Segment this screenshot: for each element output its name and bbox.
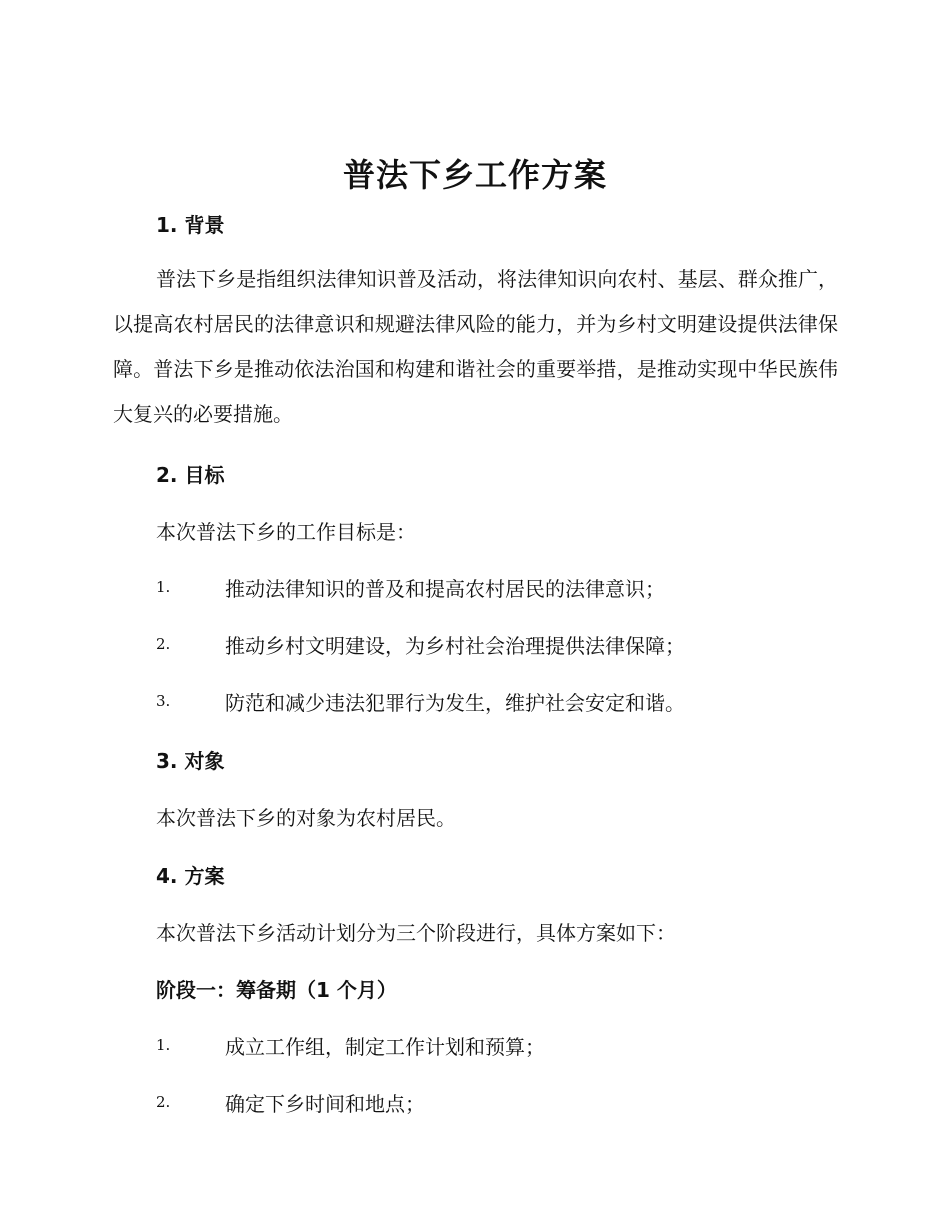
section-heading-plan: 4. 方案	[156, 864, 225, 888]
list-number: 2.	[156, 1093, 171, 1111]
list-number: 1.	[156, 578, 171, 596]
list-number: 2.	[156, 635, 171, 653]
goal-list-item	[156, 687, 846, 717]
list-text: 推动法律知识的普及和提高农村居民的法律意识；	[225, 577, 665, 601]
list-number: 3.	[156, 692, 171, 710]
list-text: 成立工作组，制定工作计划和预算；	[225, 1035, 545, 1059]
section-heading-goals: 2. 目标	[156, 463, 225, 487]
list-text: 确定下乡时间和地点；	[225, 1092, 425, 1116]
goal-list-item	[156, 573, 846, 603]
document-title: 普法下乡工作方案	[342, 156, 607, 194]
section-heading-target: 3. 对象	[156, 749, 225, 773]
background-paragraph: 普法下乡是指组织法律知识普及活动，将法律知识向农村、基层、群众推广，以提高农村居民的法律意识和规避法律风险的能力，并为乡村文明建设提供法律保障。普法下乡是推动依法治国和构建和谐社会的重要举措，是推动实现中华民族伟大复兴的必要措施。	[113, 267, 838, 426]
plan-intro: 本次普法下乡活动计划分为三个阶段进行，具体方案如下：	[156, 921, 676, 945]
phase1-list-item	[156, 1031, 846, 1061]
goal-list-item	[156, 630, 846, 660]
list-text: 防范和减少违法犯罪行为发生，维护社会安定和谐。	[225, 691, 685, 715]
list-text: 推动乡村文明建设，为乡村社会治理提供法律保障；	[225, 634, 685, 658]
goals-intro: 本次普法下乡的工作目标是：	[156, 520, 416, 544]
section-heading-background: 1. 背景	[156, 213, 225, 237]
target-text: 本次普法下乡的对象为农村居民。	[156, 806, 456, 830]
list-number: 1.	[156, 1036, 171, 1054]
phase1-heading: 阶段一：筹备期（1 个月）	[156, 978, 397, 1002]
phase1-list-item	[156, 1088, 846, 1118]
